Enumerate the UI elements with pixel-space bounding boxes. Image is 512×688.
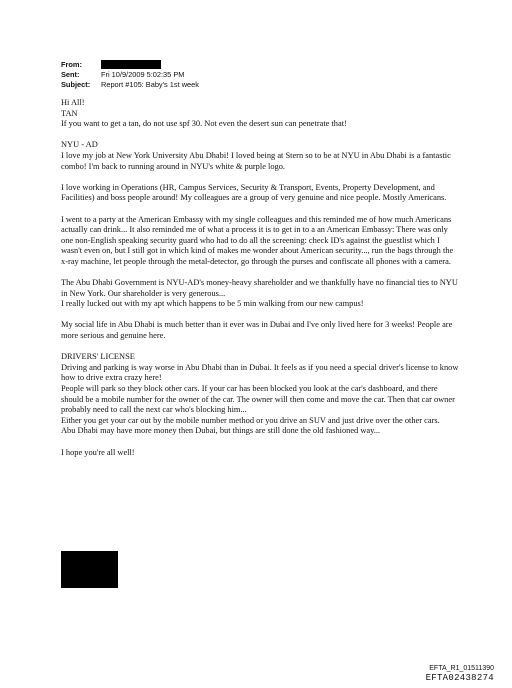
tan-paragraph: If you want to get a tan, do not use spf 30. Not even the desert sun can penetrate that! — [61, 119, 347, 129]
from-row — [61, 60, 199, 70]
tan-heading: TAN — [61, 108, 78, 118]
sent-label: Sent: — [61, 70, 80, 79]
nyu-paragraph-4b: I really lucked out with my apt which happens to be 5 min walking from our new campus! — [61, 299, 364, 309]
nyu-paragraph-2: I love working in Operations (HR, Campus Services, Security & Transport, Events, Property Development, and Facilities) and boss people around! My colleagues are a group of very genuine and nice people. Mostly Americans. — [61, 182, 447, 203]
from-label: From: — [61, 60, 82, 69]
drivers-paragraph-1: Driving and parking is way worse in Abu Dhabi than in Dubai. It feels as if you need a special driver's license to know how to drive extra crazy here! — [61, 362, 459, 383]
drivers-heading: DRIVERS' LICENSE — [61, 352, 135, 362]
sent-row — [61, 70, 199, 80]
nyu-paragraph-1: I love my job at New York University Abu Dhabi! I loved being at Stern so to be at NYU in Abu Dhabi is a fantastic combo! I'm back to running around in NYU's white & purple logo. — [61, 150, 451, 171]
drivers-paragraph-4: Abu Dhabi may have more money then Dubai, but things are still done the old fashioned way... — [61, 426, 381, 436]
nyu-paragraph-4a: The Abu Dhabi Government is NYU-AD's money-heavy shareholder and we thankfully have no financial ties to NYU in New York. Our shareholder is very generous... — [61, 278, 458, 298]
subject-label: Subject: — [61, 80, 91, 89]
social-paragraph: My social life in Abu Dhabi is much better than it ever was in Dubai and I've only lived here for 3 weeks! People are more serious and genuine here. — [61, 320, 453, 341]
redacted-sender-block — [101, 60, 161, 69]
nyu-heading: NYU - AD — [61, 140, 98, 150]
email-header — [61, 60, 199, 90]
drivers-paragraph-3: Either you get your car out by the mobile number method or you drive an SUV and just drive over the other cars. — [61, 415, 440, 425]
subject-value: Report #105: Baby's 1st week — [101, 80, 199, 89]
bates-number-1: EFTA_R1_01511390 — [429, 665, 494, 672]
greeting: Hi All! — [61, 98, 85, 107]
nyu-paragraph-3: I went to a party at the American Embassy with my single colleagues and this reminded me of how much Americans actually can drink... It also reminded me of what a process it is to get in to a an American Embassy: There was only one non-English speaking security guard who had to do all the screening: check ID's against the guestlist which I wasn't even on, but I still got in which kind of makes me wonder about American security..., run the bags through the x-ray machine, let people through the metal-detector, go through the purses and confiscate all phones with a camera. — [61, 214, 454, 266]
email-body — [61, 98, 461, 458]
drivers-paragraph-2: People will park so they block other cars. If your car has been blocked you look at the car's dashboard, and there should be a mobile number for the owner of the car. The owner will then come and move the car. Then that car owner probably need to call the next car who's blocking him... — [61, 384, 455, 415]
sent-value: Fri 10/9/2009 5:02:35 PM — [101, 70, 185, 79]
redacted-signature-block — [61, 551, 118, 588]
subject-row — [61, 80, 199, 90]
bates-number-2: EFTA02438274 — [425, 673, 494, 683]
closing-line: I hope you're all well! — [61, 447, 135, 457]
